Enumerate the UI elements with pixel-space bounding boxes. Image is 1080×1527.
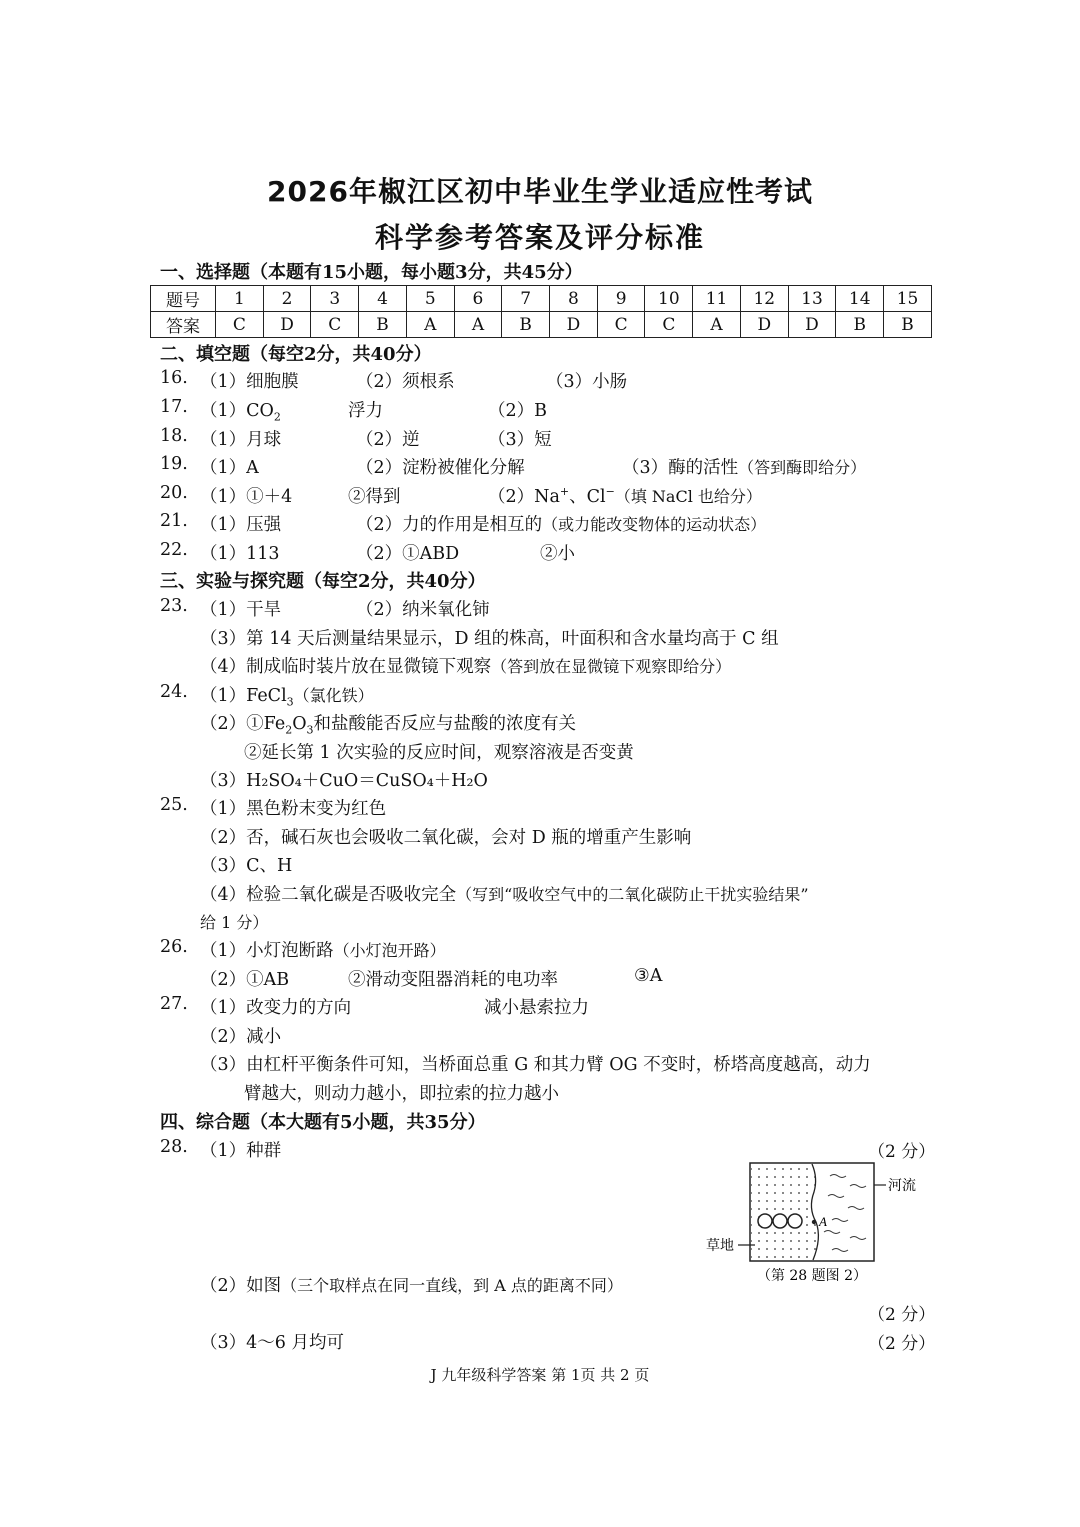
q19-answer-2: （2）淀粉被催化分解: [356, 458, 525, 478]
table-cell: 10: [645, 286, 693, 312]
q25-number: 25.: [160, 795, 188, 815]
table-cell: A: [454, 312, 502, 338]
q20-answer-2: （2）Na+、Cl−（填 NaCl 也给分）: [488, 485, 762, 507]
q23-number: 23.: [160, 596, 188, 616]
q26-answer-1: （1）小灯泡断路（小灯泡开路）: [200, 941, 446, 961]
q28-number: 28.: [160, 1137, 188, 1157]
q20-number: 20.: [160, 483, 188, 503]
table-cell: 2: [263, 286, 311, 312]
q25-answer-4-cont: 给 1 分）: [200, 913, 269, 932]
q16-number: 16.: [160, 368, 188, 388]
q24-number: 24.: [160, 682, 188, 702]
table-head-answer: 答案: [151, 312, 216, 338]
q28-points-1: （2 分）: [868, 1142, 936, 1162]
q25-answer-3: （3）C、H: [200, 856, 293, 876]
q28-answer-1: （1）种群: [200, 1141, 282, 1161]
q21-answer-2: （2）力的作用是相互的（或力能改变物体的运动状态）: [356, 515, 767, 535]
q18-answer-3: （3）短: [488, 430, 552, 450]
table-cell: 8: [550, 286, 598, 312]
q21-number: 21.: [160, 511, 188, 531]
table-cell: C: [311, 312, 359, 338]
q19-number: 19.: [160, 454, 188, 474]
q24-answer-2-2: ②延长第 1 次实验的反应时间，观察溶液是否变黄: [244, 743, 634, 763]
table-cell: 11: [693, 286, 741, 312]
q24-answer-2-1: $(2)①Fe_2O_3$和盐酸能否反应与盐酸的浓度有关: [200, 714, 577, 737]
figure-caption: （第 28 题图 2）: [756, 1268, 868, 1284]
table-cell: C: [597, 312, 645, 338]
q17-answer-1b: 浮力: [348, 401, 383, 421]
q19-answer-3: （3）酶的活性（答到酶即给分）: [622, 458, 867, 478]
q27-answer-3-line1: （3）由杠杆平衡条件可知，当桥面总重 G 和其力臂 OG 不变时，桥塔高度越高，动力: [200, 1055, 871, 1075]
q28-points-3: （2 分）: [868, 1334, 936, 1354]
title-line-1: 2026年椒江区初中毕业生学业适应性考试: [267, 175, 813, 208]
table-cell: B: [502, 312, 550, 338]
table-cell: 7: [502, 286, 550, 312]
table-cell: 4: [359, 286, 407, 312]
q25-answer-1: （1）黑色粉末变为红色: [200, 799, 387, 819]
q16-answer-3: （3）小肠: [546, 372, 628, 392]
q26-answer-2: （2）①AB: [200, 970, 290, 990]
q17-number: 17.: [160, 397, 188, 417]
grass-area: [751, 1164, 818, 1260]
q27-answer-3-line2: 臂越大，则动力越小，即拉索的拉力越小: [244, 1084, 559, 1104]
q24-answer-1: （1）FeCl$_3$（氯化铁）: [200, 686, 374, 709]
table-cell: B: [836, 312, 884, 338]
table-cell: 1: [216, 286, 264, 312]
river-wave-marks: [824, 1175, 866, 1252]
table-cell: 9: [597, 286, 645, 312]
q25-answer-4: （4）检验二氧化碳是否吸收完全（写到“吸收空气中的二氧化碳防止干扰实验结果”: [200, 885, 809, 905]
table-cell: D: [550, 312, 598, 338]
q18-answer-2: （2）逆: [356, 430, 420, 450]
q28-figure: [700, 1158, 930, 1288]
q18-number: 18.: [160, 426, 188, 446]
q20-answer-1b: ②得到: [348, 487, 401, 507]
q19-answer-1: （1）A: [200, 458, 259, 478]
q22-answer-2: （2）①ABD: [356, 544, 460, 564]
q27-answer-1b: 减小悬索拉力: [484, 998, 589, 1018]
q22-number: 22.: [160, 540, 188, 560]
table-cell: C: [216, 312, 264, 338]
page-footer: J 九年级科学答案 第 1页 共 2 页: [430, 1366, 650, 1384]
table-cell: B: [359, 312, 407, 338]
answer-table: [150, 285, 932, 338]
q28-answer-2: （2）如图（三个取样点在同一直线，到 A 点的距离不同）: [200, 1276, 623, 1296]
point-a-dot: [812, 1220, 816, 1224]
table-cell: A: [693, 312, 741, 338]
table-cell: D: [740, 312, 788, 338]
section-3-heading: 三、实验与探究题（每空2分，共40分）: [160, 571, 486, 592]
table-cell: 13: [788, 286, 836, 312]
q26-answer-2b: ②滑动变阻器消耗的电功率: [348, 970, 558, 990]
q27-answer-2: （2）减小: [200, 1027, 282, 1047]
q22-answer-2b: ②小: [540, 544, 575, 564]
section-4-heading: 四、综合题（本大题有5小题，共35分）: [160, 1112, 486, 1133]
sampling-points: [758, 1214, 802, 1228]
q23-answer-3: （3）第 14 天后测量结果显示，D 组的株高，叶面积和含水量均高于 C 组: [200, 629, 779, 649]
q27-answer-1: （1）改变力的方向: [200, 998, 352, 1018]
q28-answer-3: （3）4～6 月均可: [200, 1333, 344, 1353]
q26-number: 26.: [160, 937, 188, 957]
point-a-label: A: [819, 1214, 827, 1229]
table-cell: 3: [311, 286, 359, 312]
section-1-heading: 一、选择题（本题有15小题，每小题3分，共45分）: [160, 262, 583, 283]
grass-label: 草地: [706, 1238, 734, 1254]
q16-answer-1: （1）细胞膜: [200, 372, 299, 392]
table-cell: 15: [884, 286, 932, 312]
table-cell: 5: [406, 286, 454, 312]
q23-answer-2: （2）纳米氧化铈: [356, 600, 490, 620]
q16-answer-2: （2）须根系: [356, 372, 455, 392]
river-label: 河流: [888, 1178, 916, 1194]
table-cell: 6: [454, 286, 502, 312]
table-cell: D: [788, 312, 836, 338]
section-2-heading: 二、填空题（每空2分，共40分）: [160, 344, 432, 365]
table-cell: B: [884, 312, 932, 338]
q28-points-2: （2 分）: [868, 1305, 936, 1325]
q25-answer-2: （2）否，碱石灰也会吸收二氧化碳，会对 D 瓶的增重产生影响: [200, 828, 692, 848]
table-cell: 12: [740, 286, 788, 312]
table-cell: 14: [836, 286, 884, 312]
q23-answer-1: （1）干旱: [200, 600, 282, 620]
q27-number: 27.: [160, 994, 188, 1014]
q22-answer-1: （1）113: [200, 544, 280, 564]
q24-answer-3: （3）H₂SO₄＋CuO＝CuSO₄＋H₂O: [200, 771, 488, 791]
q23-answer-4: （4）制成临时装片放在显微镜下观察（答到放在显微镜下观察即给分）: [200, 657, 732, 677]
q20-answer-1: （1）①＋4: [200, 487, 293, 507]
table-row-numbers: [151, 286, 932, 312]
q17-answer-1: $(1)CO_2$: [200, 401, 281, 424]
table-row-answers: [151, 312, 932, 338]
q17-answer-2: （2）B: [488, 401, 547, 421]
title-line-2: 科学参考答案及评分标准: [374, 221, 705, 254]
table-cell: D: [263, 312, 311, 338]
q21-answer-1: （1）压强: [200, 515, 282, 535]
table-cell: A: [406, 312, 454, 338]
q18-answer-1: （1）月球: [200, 430, 282, 450]
q26-answer-2c: ③A: [634, 966, 663, 986]
table-cell: C: [645, 312, 693, 338]
table-head-number: 题号: [151, 286, 216, 312]
